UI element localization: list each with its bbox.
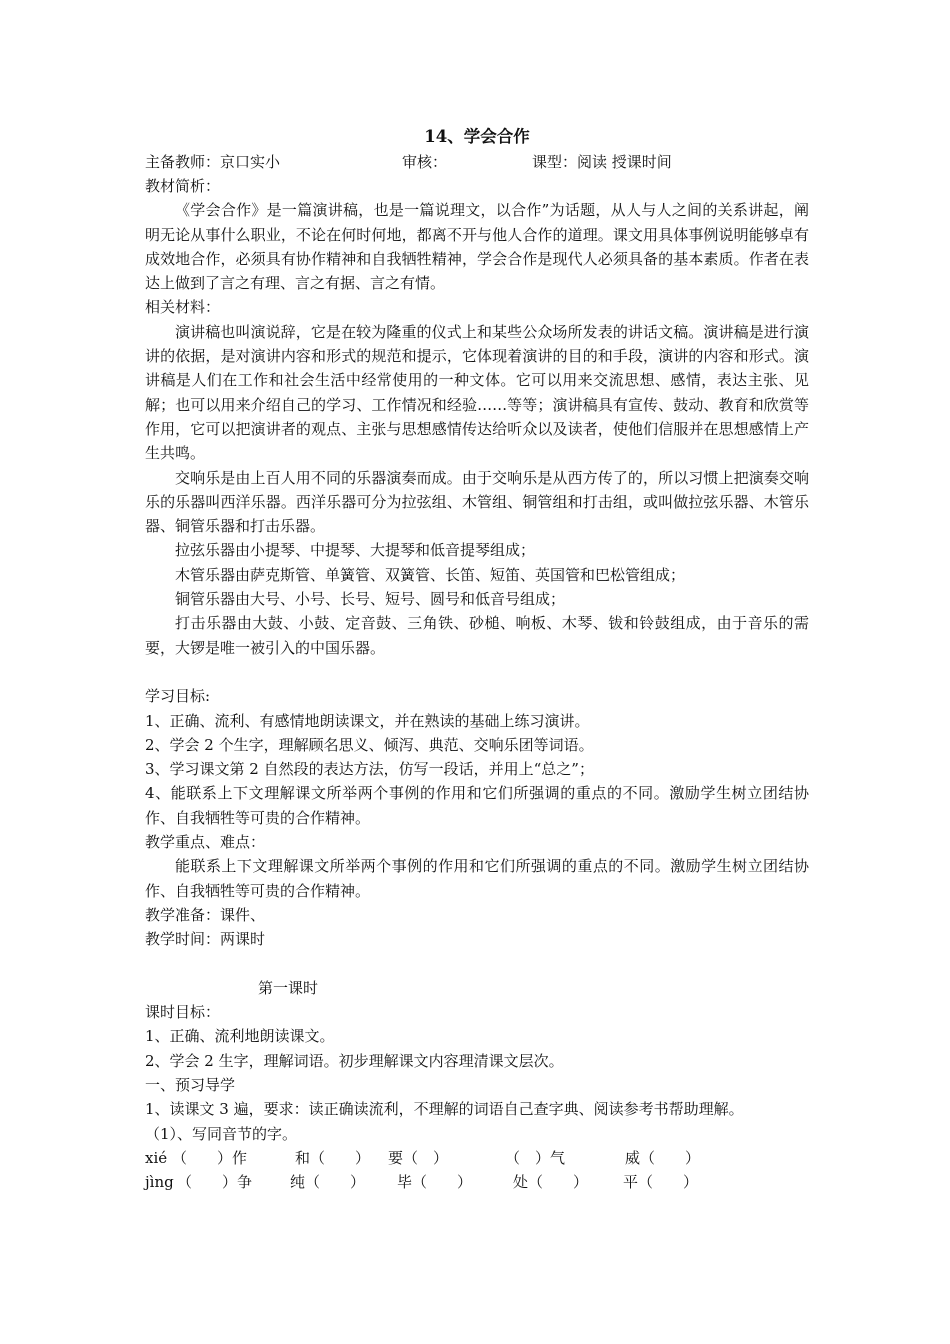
blank-item: （ ）气 [505,1148,566,1167]
meta-row [145,150,809,174]
lesson-one-title: 第一课时 [258,978,319,997]
materials-paragraph-strings: 拉弦乐器由小提琴、中提琴、大提琴和低音提琴组成； [175,541,536,560]
goal-item: 1、正确、流利、有感情地朗读课文，并在熟读的基础上练习演讲。 [145,711,590,730]
pinyin-syllable: xié [145,1148,168,1167]
lesson-goals-heading: 课时目标： [145,1003,221,1022]
pinyin-row-xie [145,1146,809,1170]
blank-item: 处（ ） [513,1173,589,1192]
teaching-time: 教学时间：两课时 [145,930,266,949]
lesson-goal-item: 1、正确、流利地朗读课文。 [145,1027,335,1046]
blank-item: 平（ ） [623,1173,699,1192]
analysis-heading: 教材简析： [145,177,221,195]
document-content [145,125,809,1194]
meta-lesson-type: 课型：阅读 授课时间 [532,153,672,171]
blank-item: 和（ ） [295,1148,371,1167]
blank-item: 毕（ ） [397,1173,473,1192]
key-points-heading: 教学重点、难点： [145,833,266,852]
blank-item: 纯（ ） [290,1173,366,1192]
materials-paragraph-symphony: 交响乐是由上百人用不同的乐器演奏而成。由于交响乐是从西方传了的，所以习惯上把演奏交响乐的乐器叫西洋乐器。西洋乐器可分为拉弦组、木管组、铜管组和打击组，或叫做拉弦乐器、木管乐器、铜管乐器和打击乐器。 [145,468,809,536]
goal-item: 2、学会 2 个生字，理解顾名思义、倾泻、典范、交响乐团等词语。 [145,735,594,754]
materials-paragraph-percussion: 打击乐器由大鼓、小鼓、定音鼓、三角铁、砂槌、响板、木琴、钹和铃鼓组成，由于音乐的需要，大锣是唯一被引入的中国乐器。 [145,614,809,657]
goals-heading: 学习目标: [145,687,211,706]
pinyin-syllable: jìng [145,1173,174,1192]
materials-heading: 相关材料： [145,298,221,317]
materials-paragraph-brass: 铜管乐器由大号、小号、长号、短号、圆号和低音号组成； [175,590,566,609]
materials-paragraph-speech: 演讲稿也叫演说辞，它是在较为隆重的仪式上和某些公众场所发表的讲话文稿。演讲稿是进行演讲的依据，是对演讲内容和形式的规范和提示，它体现着演讲的目的和手段，演讲的内容和形式。演讲稿是人们在工作和社会生活中经常使用的一种文体。它可以用来交流思想、感情，表达主张、见解；也可以用来介绍自己的学习、工作情况和经验……等等；演讲稿具有宣传、鼓动、教育和欣赏等作用，它可以把演讲者的观点、主张与思想感情传达给听众以及读者，使他们信服并在思想感情上产生共鸣。 [145,322,809,463]
goal-item: 3、学习课文第 2 自然段的表达方法，仿写一段话，并用上“总之”； [145,760,594,779]
document-title: 14、学会合作 [424,127,530,146]
blank-item: 要（ ） [388,1148,449,1167]
blank-item: 威（ ） [625,1148,701,1167]
blank-line [145,952,809,976]
blank-item: （ ）作 [172,1148,248,1167]
goal-item: 4、能联系上下文理解课文所举两个事例的作用和它们所强调的重点的不同。激励学生树立团结协作、自我牺牲等可贵的合作精神。 [145,784,809,827]
analysis-paragraph: 《学会合作》是一篇演讲稿，也是一篇说理文，以合作”为话题，从人与人之间的关系讲起，阐明无论从事什么职业，不论在何时何地，都离不开与他人合作的道理。课文用具体事例说明能够卓有成效地合作，必须具有协作精神和自我牺牲精神，学会合作是现代人必须具备的基本素质。作者在表达上做到了言之有理、言之有据、言之有情。 [145,201,809,293]
meta-teacher: 主备教师：京口实小 [145,153,281,171]
materials-paragraph-woodwinds: 木管乐器由萨克斯管、单簧管、双簧管、长笛、短笛、英国管和巴松管组成； [175,565,686,584]
key-points-paragraph: 能联系上下文理解课文所举两个事例的作用和它们所强调的重点的不同。激励学生树立团结协作、自我牺牲等可贵的合作精神。 [145,857,809,900]
task-subheading: （1）、写同音节的字。 [145,1124,298,1143]
task-read-text: 1、读课文 3 遍，要求：读正确读流利，不理解的词语自己查字典、阅读参考书帮助理解。 [145,1100,744,1119]
lesson-goal-item: 2、学会 2 生字，理解词语。初步理解课文内容理清课文层次。 [145,1051,564,1070]
section-preview: 一、预习导学 [145,1075,236,1094]
blank-item: （ ）争 [177,1173,253,1192]
meta-review: 审核： [402,153,448,171]
pinyin-row-jing [145,1170,809,1194]
teaching-prep: 教学准备：课件、 [145,905,266,924]
blank-line [145,660,809,684]
